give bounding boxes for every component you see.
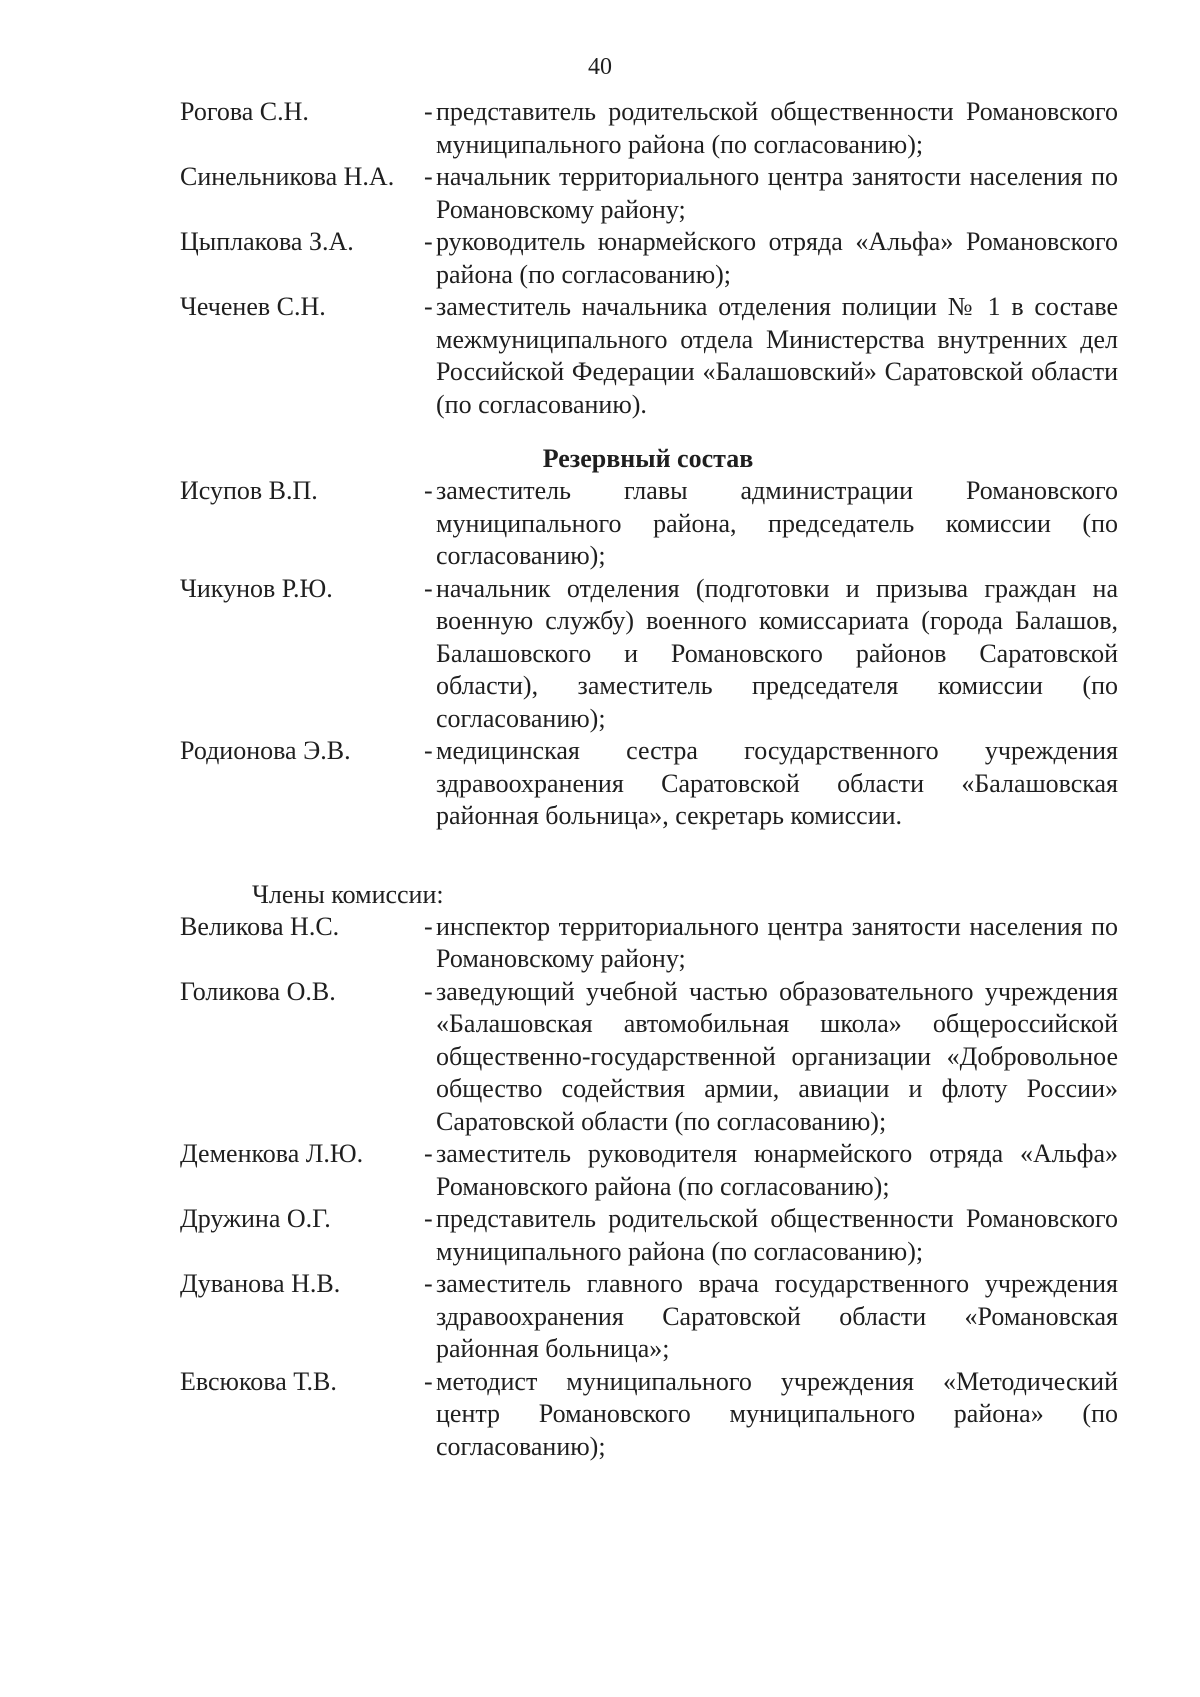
dash-separator: - — [424, 1366, 433, 1396]
member-entry — [180, 226, 1120, 291]
member-entry — [180, 976, 1120, 1139]
main-members-list — [180, 96, 1120, 421]
member-name: Чикунов Р.Ю. — [180, 573, 333, 603]
member-entry — [180, 911, 1120, 976]
member-entry — [180, 573, 1120, 736]
dash-separator: - — [424, 1139, 433, 1168]
dash-separator: - — [424, 573, 433, 603]
member-entry — [180, 1203, 1120, 1268]
member-name: Исупов В.П. — [180, 476, 318, 505]
member-role: заместитель главы администрации Романовского муниципального района, председатель комиссии (по согласованию); — [436, 476, 1118, 570]
member-role: начальник территориального центра занятости населения по Романовскому району; — [436, 162, 1118, 224]
member-role: инспектор территориального центра занятости населения по Романовскому району; — [436, 911, 1118, 973]
member-name: Чеченев С.Н. — [180, 292, 326, 321]
member-name: Рогова С.Н. — [180, 97, 309, 126]
member-name: Цыплакова З.А. — [180, 227, 354, 256]
dash-separator: - — [424, 162, 433, 191]
member-entry — [180, 96, 1120, 161]
member-name: Деменкова Л.Ю. — [180, 1139, 364, 1168]
reserve-members-list — [180, 911, 1120, 1464]
member-name: Родионова Э.В. — [180, 736, 351, 765]
member-entry — [180, 735, 1120, 833]
member-name: Великова Н.С. — [180, 911, 340, 941]
dash-separator: - — [424, 1204, 433, 1233]
member-role: методист муниципального учреждения «Методический центр Романовского муниципального района» (по согласованию); — [436, 1366, 1118, 1461]
member-role: представитель родительской общественности Романовского муниципального района (по согласованию); — [436, 1204, 1118, 1266]
member-name: Синельникова Н.А. — [180, 162, 395, 191]
member-role: заведующий учебной частью образовательного учреждения «Балашовская автомобильная школа» общероссийской общественно-государственной организации «Добровольное общество содействия армии, авиации и флоту России» Саратовской области (по согласованию); — [436, 976, 1118, 1136]
dash-separator: - — [424, 292, 433, 321]
dash-separator: - — [424, 911, 433, 941]
member-entry — [180, 1138, 1120, 1203]
dash-separator: - — [424, 976, 433, 1006]
member-role: представитель родительской общественности Романовского муниципального района (по согласованию); — [436, 97, 1118, 159]
dash-separator: - — [424, 97, 433, 126]
member-name: Дуванова Н.В. — [180, 1269, 341, 1298]
dash-separator: - — [424, 736, 433, 765]
member-entry — [180, 1366, 1120, 1464]
member-entry — [180, 1268, 1120, 1366]
member-name: Голикова О.В. — [180, 976, 336, 1006]
dash-separator: - — [424, 227, 433, 256]
reserve-leaders-list — [180, 475, 1120, 833]
member-role: медицинская сестра государственного учреждения здравоохранения Саратовской области «Балашовская районная больница», секретарь комиссии. — [436, 736, 1118, 830]
member-entry — [180, 475, 1120, 573]
member-role: начальник отделения (подготовки и призыва граждан на военную службу) военного комиссариата (города Балашов, Балашовского и Романовского районов Саратовской области), заместитель председателя комиссии (по согласованию); — [436, 573, 1118, 733]
member-role: заместитель руководителя юнармейского отряда «Альфа» Романовского района (по согласованию); — [436, 1139, 1118, 1201]
dash-separator: - — [424, 476, 433, 505]
member-name: Дружина О.Г. — [180, 1204, 331, 1233]
commission-list — [180, 96, 1120, 1463]
member-role: заместитель главного врача государственного учреждения здравоохранения Саратовской области «Романовская районная больница»; — [436, 1269, 1118, 1363]
member-entry — [180, 291, 1120, 421]
page-number: 40 — [588, 54, 612, 80]
members-heading: Члены комиссии: — [252, 879, 444, 909]
member-name: Евсюкова Т.В. — [180, 1366, 337, 1396]
reserve-section-title: Резервный состав — [542, 444, 754, 473]
dash-separator: - — [424, 1269, 433, 1298]
member-role: руководитель юнармейского отряда «Альфа» Романовского района (по согласованию); — [436, 227, 1118, 289]
member-entry — [180, 161, 1120, 226]
member-role: заместитель начальника отделения полиции № 1 в составе межмуниципального отдела Министерства внутренних дел Российской Федерации «Балашовский» Саратовской области (по согласованию). — [436, 292, 1118, 419]
